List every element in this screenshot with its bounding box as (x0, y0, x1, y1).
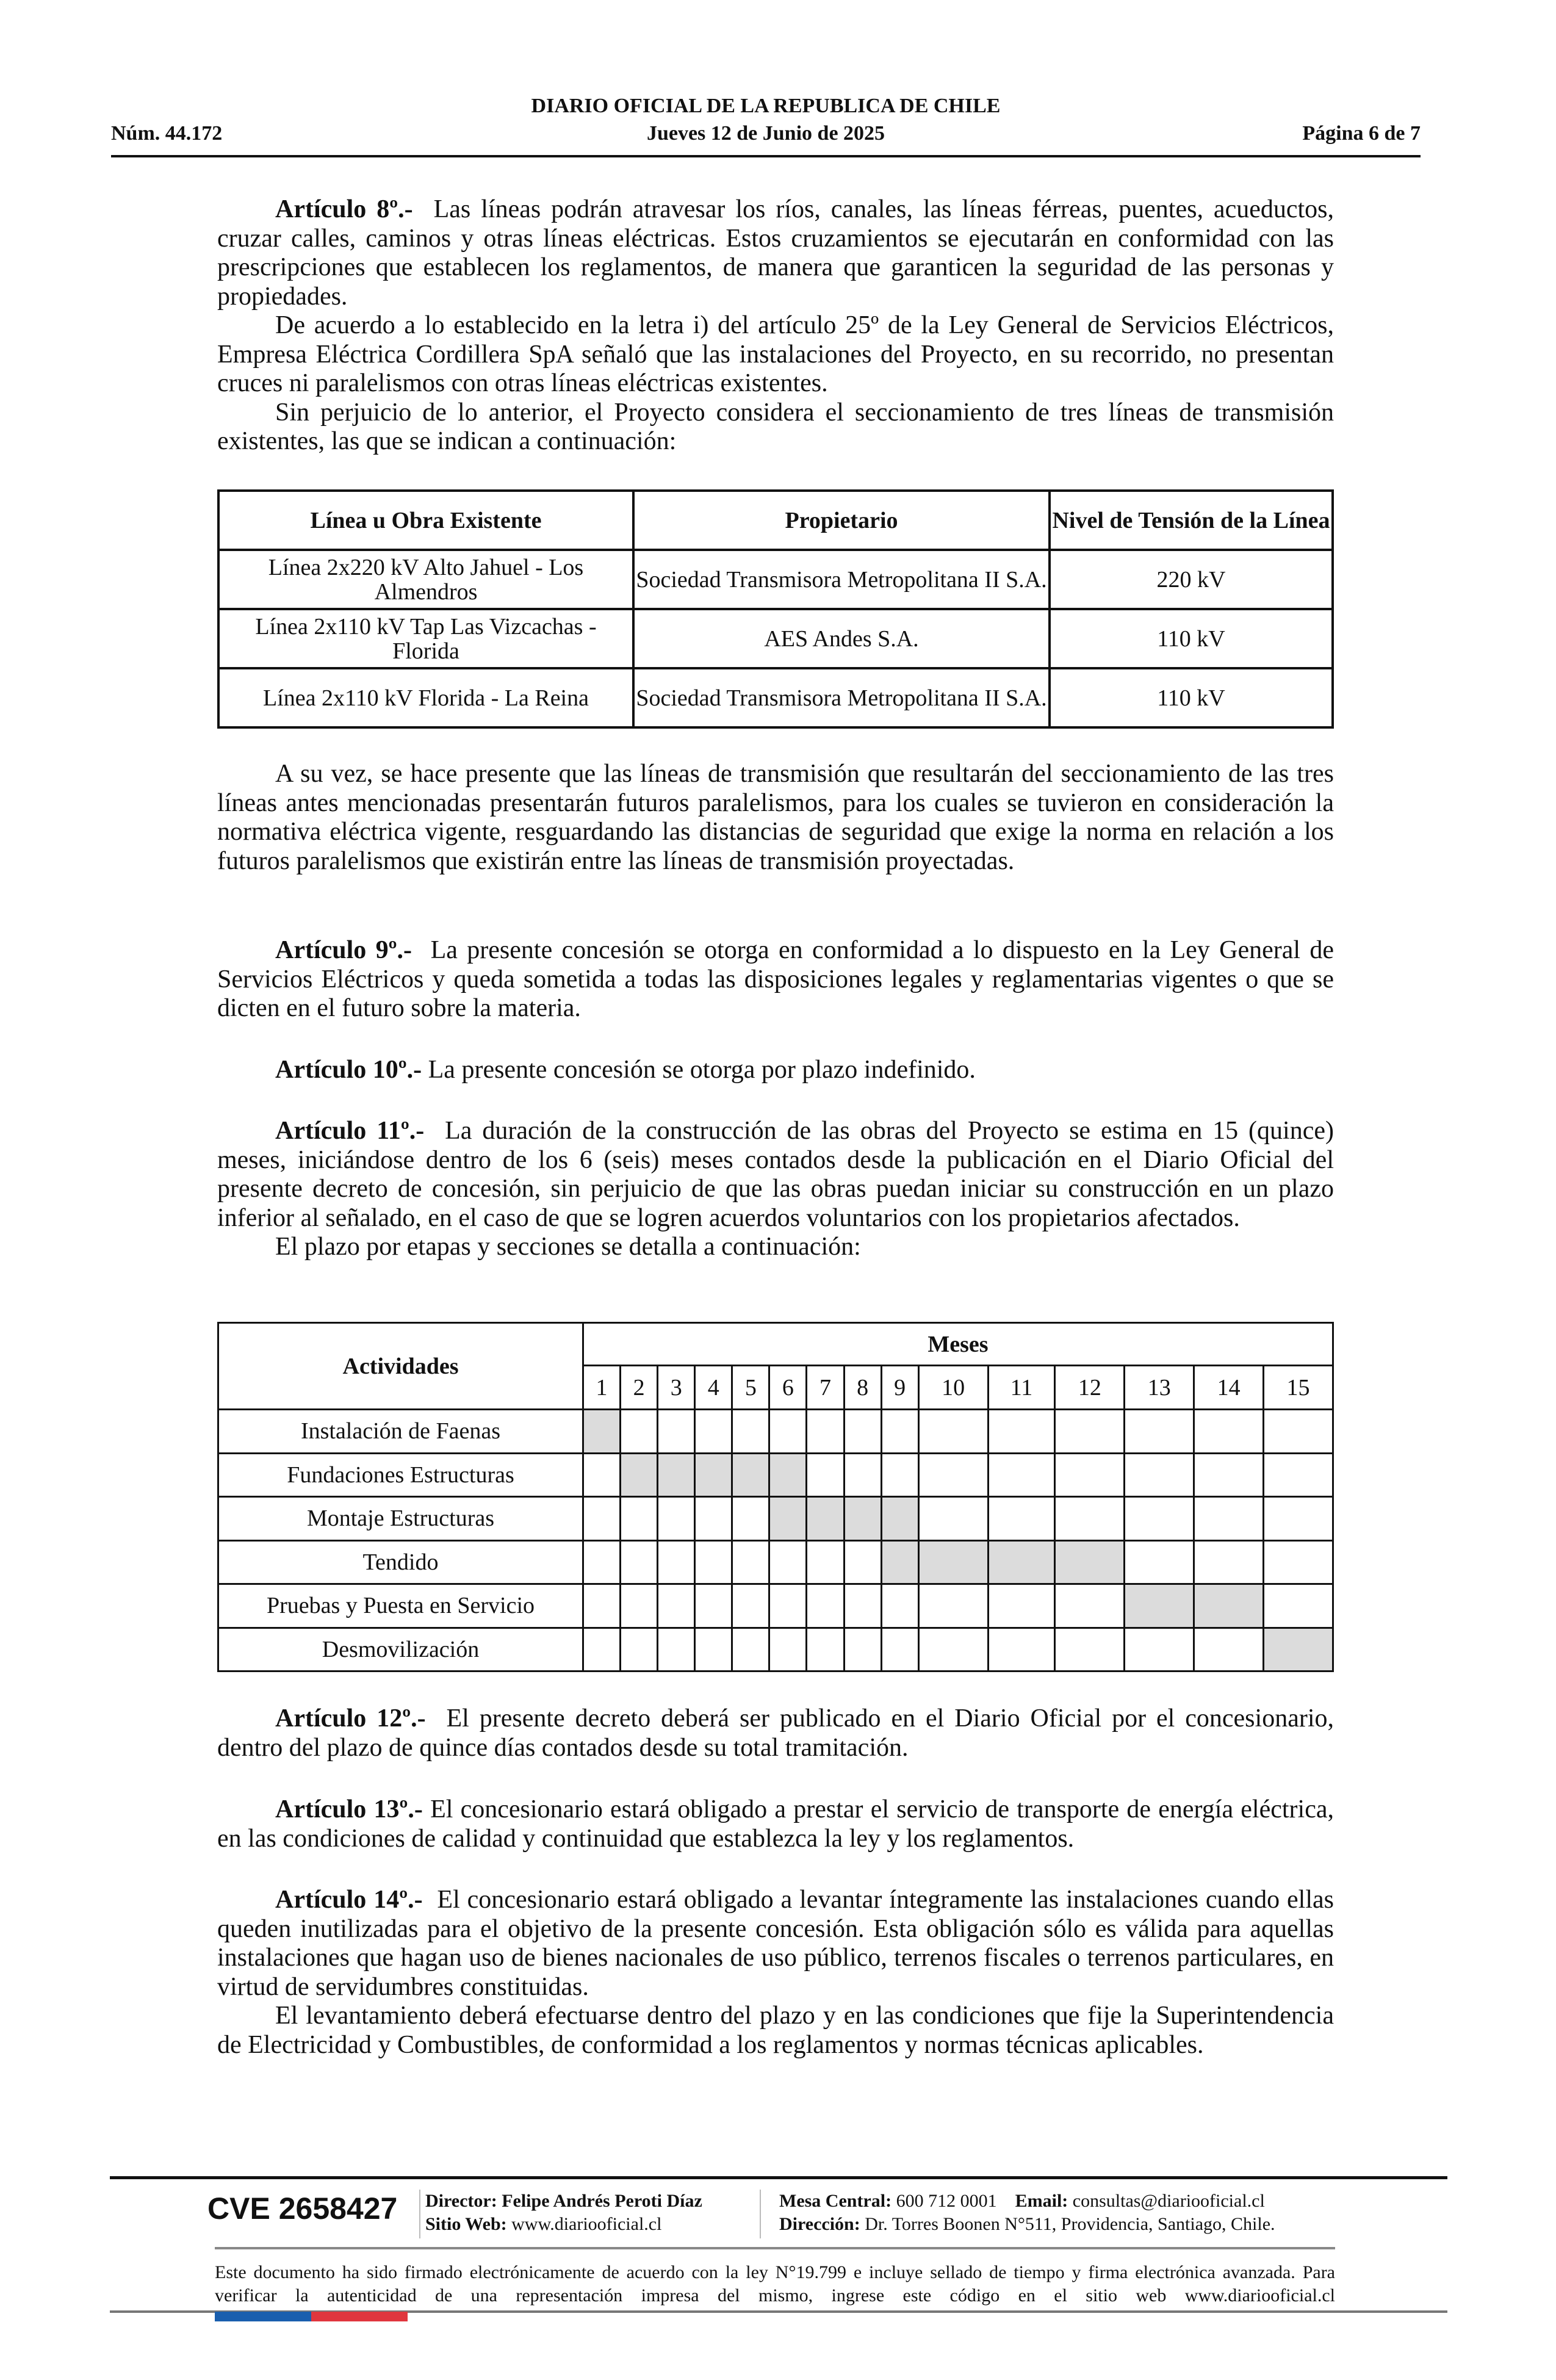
month-cell (1125, 1410, 1194, 1454)
month-cell (732, 1497, 769, 1541)
activity-row (218, 1540, 1333, 1584)
article-label: Artículo 8º.- (275, 195, 413, 223)
table-cell: 220 kV (1050, 550, 1333, 609)
month-header: 10 (918, 1366, 988, 1410)
active-month-cell (844, 1497, 881, 1541)
month-cell (988, 1628, 1055, 1671)
label: Dirección: (779, 2214, 860, 2234)
article-label: Artículo 11º.- (275, 1117, 425, 1145)
month-cell (732, 1628, 769, 1671)
month-header: 8 (844, 1366, 881, 1410)
article-13 (217, 1795, 1334, 1853)
activity-name: Instalación de Faenas (218, 1410, 583, 1454)
activity-row (218, 1628, 1333, 1671)
month-cell (732, 1584, 769, 1628)
month-cell (1264, 1497, 1333, 1541)
activity-row (218, 1497, 1333, 1541)
active-month-cell (1055, 1540, 1125, 1584)
address: Dr. Torres Boonen N°511, Providencia, Santiago, Chile. (865, 2214, 1275, 2234)
active-month-cell (695, 1453, 732, 1497)
article-14 (217, 1886, 1334, 2060)
label: Mesa Central: (779, 2191, 892, 2211)
month-cell (1125, 1453, 1194, 1497)
footer-rule (110, 2176, 1447, 2179)
activity-row (218, 1410, 1333, 1454)
active-month-cell (1125, 1584, 1194, 1628)
article-label: Artículo 14º.- (275, 1886, 423, 1914)
activity-name: Desmovilización (218, 1628, 583, 1671)
footer-contact (779, 2190, 1275, 2236)
month-cell (583, 1497, 621, 1541)
active-month-cell (881, 1497, 918, 1541)
table-cell: Sociedad Transmisora Metropolitana II S.A. (633, 668, 1050, 727)
month-cell (918, 1628, 988, 1671)
article-text: La presente concesión se otorga por plazo indefinido. (428, 1056, 976, 1084)
header-rule (111, 155, 1421, 157)
activity-name: Pruebas y Puesta en Servicio (218, 1584, 583, 1628)
month-cell (695, 1497, 732, 1541)
article-label: Artículo 9º.- (275, 936, 412, 964)
month-cell (769, 1584, 807, 1628)
month-cell (1264, 1584, 1333, 1628)
month-cell (844, 1584, 881, 1628)
article-text: El presente decreto deberá ser publicado en el Diario Oficial por el concesionario, dentro del plazo de quince días contados desde su total tramitación. (217, 1704, 1334, 1762)
active-month-cell (769, 1453, 807, 1497)
article-text: De acuerdo a lo establecido en la letra i) del artículo 25º de la Ley General de Servicios Eléctricos, Empresa Eléctrica Cordillera SpA señaló que las instalaciones del Proyecto, en su recorrido, no presentan cruces ni paralelismos con otras líneas eléctricas existentes. (217, 311, 1334, 397)
col-header: Propietario (633, 491, 1050, 550)
month-cell (769, 1540, 807, 1584)
article-text: El plazo por etapas y secciones se detalla a continuación: (275, 1233, 861, 1261)
month-cell (621, 1584, 658, 1628)
col-header: Nivel de Tensión de la Línea (1050, 491, 1333, 550)
article-text: El levantamiento deberá efectuarse dentro del plazo y en las condiciones que fije la Superintendencia de Electricidad y Combustibles, de conformidad a los reglamentos y normas técnicas aplicables. (217, 2002, 1334, 2059)
existing-lines-table (217, 489, 1334, 729)
month-cell (1125, 1628, 1194, 1671)
footer-divider (215, 2247, 1335, 2249)
month-cell (583, 1628, 621, 1671)
article-text: El concesionario estará obligado a prestar el servicio de transporte de energía eléctrica, en las condiciones de calidad y continuidad que establezca la ley y los reglamentos. (217, 1795, 1334, 1853)
paragraph-text: A su vez, se hace presente que las líneas de transmisión que resultarán del seccionamiento de las tres líneas antes mencionadas presentarán futuros paralelismos, para los cuales se tuvieron en consideración la normativa eléctrica vigente, resguardando las distancias de seguridad que exige la norma en relación a los futuros paralelismos que existirán entre las líneas de transmisión proyectadas. (217, 760, 1334, 875)
article-9 (217, 936, 1334, 1023)
month-cell (918, 1453, 988, 1497)
month-cell (1264, 1540, 1333, 1584)
month-cell (881, 1584, 918, 1628)
active-month-cell (807, 1497, 844, 1541)
month-cell (844, 1453, 881, 1497)
flag-blue-bar (215, 2312, 311, 2321)
month-cell (1194, 1453, 1264, 1497)
month-cell (621, 1540, 658, 1584)
newspaper-title: DIARIO OFICIAL DE LA REPUBLICA DE CHILE (531, 95, 1001, 117)
table-cell: Línea 2x110 kV Florida - La Reina (218, 668, 633, 727)
month-cell (988, 1584, 1055, 1628)
label: Director: (425, 2191, 497, 2211)
month-cell (844, 1540, 881, 1584)
month-cell (658, 1540, 695, 1584)
month-cell (807, 1628, 844, 1671)
divider (419, 2190, 420, 2238)
table-cell: Línea 2x110 kV Tap Las Vizcachas - Florida (218, 609, 633, 668)
issue-number: Núm. 44.172 (111, 122, 223, 145)
article-text: Sin perjuicio de lo anterior, el Proyecto considera el seccionamiento de tres líneas de transmisión existentes, las que se indican a continuación: (217, 398, 1334, 455)
month-cell (807, 1584, 844, 1628)
month-cell (769, 1410, 807, 1454)
month-cell (695, 1540, 732, 1584)
month-header: 4 (695, 1366, 732, 1410)
page-number: Página 6 de 7 (1302, 122, 1421, 145)
active-month-cell (732, 1453, 769, 1497)
month-cell (1194, 1410, 1264, 1454)
table-cell: 110 kV (1050, 609, 1333, 668)
article-8 (217, 195, 1334, 456)
activity-name: Fundaciones Estructuras (218, 1453, 583, 1497)
table-cell: Línea 2x220 kV Alto Jahuel - Los Almendros (218, 550, 633, 609)
table-row (218, 668, 1333, 727)
month-cell (988, 1497, 1055, 1541)
month-cell (1194, 1628, 1264, 1671)
month-cell (583, 1453, 621, 1497)
active-month-cell (918, 1540, 988, 1584)
active-month-cell (658, 1453, 695, 1497)
month-cell (918, 1410, 988, 1454)
month-cell (732, 1540, 769, 1584)
month-cell (1125, 1497, 1194, 1541)
month-cell (988, 1453, 1055, 1497)
month-cell (918, 1497, 988, 1541)
month-cell (881, 1410, 918, 1454)
footer-director (425, 2190, 702, 2236)
month-cell (844, 1410, 881, 1454)
month-cell (658, 1628, 695, 1671)
divider (760, 2190, 761, 2238)
month-cell (1055, 1453, 1125, 1497)
email-link[interactable]: consultas@diariooficial.cl (1072, 2191, 1265, 2211)
month-cell (658, 1497, 695, 1541)
month-header: 2 (621, 1366, 658, 1410)
article-label: Artículo 13º.- (275, 1795, 423, 1823)
label: Email: (1015, 2191, 1068, 2211)
activity-name: Montaje Estructuras (218, 1497, 583, 1541)
month-cell (1194, 1540, 1264, 1584)
table-cell: 110 kV (1050, 668, 1333, 727)
website-link[interactable]: www.diariooficial.cl (511, 2214, 662, 2234)
month-header: 14 (1194, 1366, 1264, 1410)
label: Sitio Web: (425, 2214, 507, 2234)
article-text: Las líneas podrán atravesar los ríos, canales, las líneas férreas, puentes, acueductos, cruzar calles, caminos y otras líneas eléctricas. Estos cruzamientos se ejecutarán en conformidad con las prescripciones que establecen los reglamentos, de manera que garanticen la seguridad de las personas y propiedades. (217, 195, 1334, 311)
table-row (218, 609, 1333, 668)
month-cell (1264, 1410, 1333, 1454)
month-cell (695, 1628, 732, 1671)
month-cell (1055, 1628, 1125, 1671)
month-header: 11 (988, 1366, 1055, 1410)
active-month-cell (1264, 1628, 1333, 1671)
active-month-cell (769, 1497, 807, 1541)
article-text: La duración de la construcción de las obras del Proyecto se estima en 15 (quince) meses, iniciándose dentro de los 6 (seis) meses contados desde la publicación en el Diario Oficial del presente decreto de concesión, sin perjuicio de que las obras puedan iniciar su construcción en un plazo inferior al señalado, en el caso de que se logren acuerdos voluntarios con los propietarios afectados. (217, 1117, 1334, 1232)
month-cell (695, 1410, 732, 1454)
active-month-cell (583, 1410, 621, 1454)
active-month-cell (988, 1540, 1055, 1584)
col-header: Línea u Obra Existente (218, 491, 633, 550)
cve-code: CVE 2658427 (207, 2191, 398, 2226)
activity-row (218, 1584, 1333, 1628)
flag-red-bar (311, 2312, 408, 2321)
month-cell (1125, 1540, 1194, 1584)
activity-name: Tendido (218, 1540, 583, 1584)
month-cell (658, 1410, 695, 1454)
month-cell (807, 1453, 844, 1497)
month-cell (844, 1628, 881, 1671)
month-cell (1055, 1410, 1125, 1454)
month-cell (621, 1497, 658, 1541)
month-cell (658, 1584, 695, 1628)
month-cell (807, 1410, 844, 1454)
month-cell (881, 1453, 918, 1497)
article-text: El concesionario estará obligado a levantar íntegramente las instalaciones cuando ellas queden inutilizadas para el objetivo de la presente concesión. Esta obligación sólo es válida para aquellas instalaciones que hagan uso de bienes nacionales de uso público, terrenos fiscales o terrenos particulares, en virtud de servidumbres constituidas. (217, 1886, 1334, 2001)
month-header: 13 (1125, 1366, 1194, 1410)
table-row (218, 550, 1333, 609)
month-cell (695, 1584, 732, 1628)
month-cell (621, 1410, 658, 1454)
month-header: 3 (658, 1366, 695, 1410)
month-cell (1055, 1584, 1125, 1628)
month-cell (1055, 1497, 1125, 1541)
phone: 600 712 0001 (896, 2191, 997, 2211)
month-cell (1194, 1497, 1264, 1541)
month-header: 5 (732, 1366, 769, 1410)
month-cell (881, 1628, 918, 1671)
month-cell (918, 1584, 988, 1628)
article-11 (217, 1117, 1334, 1262)
month-header: 7 (807, 1366, 844, 1410)
active-month-cell (621, 1453, 658, 1497)
month-header: 1 (583, 1366, 621, 1410)
month-cell (583, 1584, 621, 1628)
month-header: 15 (1264, 1366, 1333, 1410)
paragraph-parallelisms (217, 760, 1334, 876)
table-cell: Sociedad Transmisora Metropolitana II S.A. (633, 550, 1050, 609)
months-header: Meses (583, 1323, 1333, 1366)
active-month-cell (1194, 1584, 1264, 1628)
month-cell (1264, 1453, 1333, 1497)
active-month-cell (881, 1540, 918, 1584)
article-label: Artículo 10º.- (275, 1056, 422, 1084)
legal-notice: Este documento ha sido firmado electrónicamente de acuerdo con la ley N°19.799 e incluye sellado de tiempo y firma electrónica avanzada. Para verificar la autenticidad de una representación impresa del mismo, ingrese este código en el sitio web www.diariooficial.cl (215, 2262, 1335, 2306)
month-header: 12 (1055, 1366, 1125, 1410)
activities-header: Actividades (218, 1323, 583, 1410)
month-cell (807, 1540, 844, 1584)
month-cell (769, 1628, 807, 1671)
article-10 (217, 1056, 1334, 1085)
month-cell (988, 1410, 1055, 1454)
issue-date: Jueves 12 de Junio de 2025 (646, 122, 885, 145)
schedule-table (217, 1322, 1334, 1672)
article-label: Artículo 12º.- (275, 1704, 426, 1733)
table-cell: AES Andes S.A. (633, 609, 1050, 668)
article-12 (217, 1704, 1334, 1762)
month-cell (621, 1628, 658, 1671)
month-cell (732, 1410, 769, 1454)
month-cell (583, 1540, 621, 1584)
article-text: La presente concesión se otorga en conformidad a lo dispuesto en la Ley General de Servicios Eléctricos y queda sometida a todas las disposiciones legales y reglamentarias vigentes o que se dicten en el futuro sobre la materia. (217, 936, 1334, 1022)
activity-row (218, 1453, 1333, 1497)
month-header: 9 (881, 1366, 918, 1410)
director-name: Felipe Andrés Peroti Díaz (502, 2191, 702, 2211)
month-header: 6 (769, 1366, 807, 1410)
